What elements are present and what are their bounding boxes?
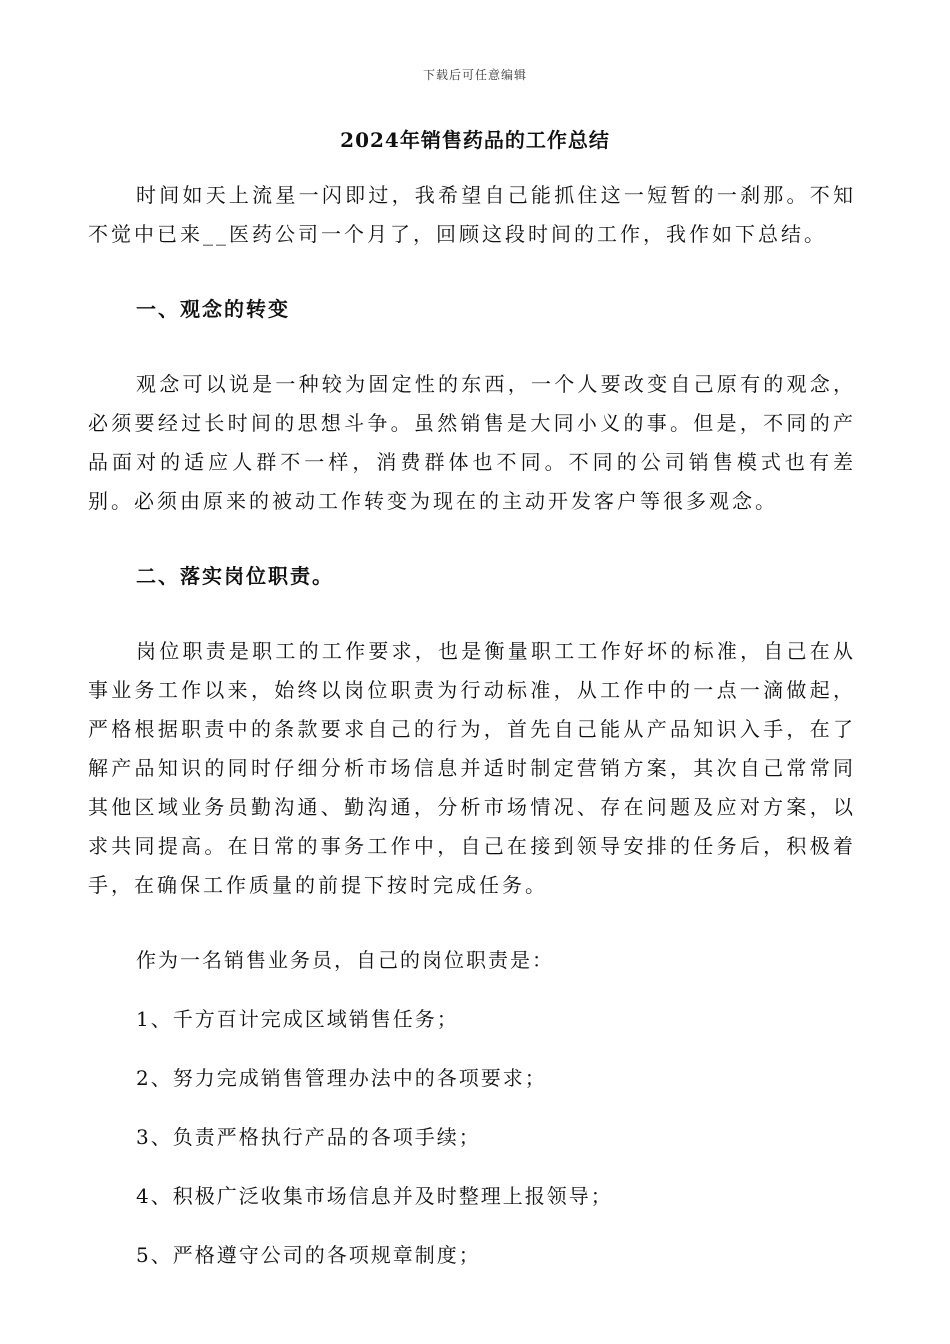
document-body <box>88 176 856 1275</box>
section-2-body: 岗位职责是职工的工作要求，也是衡量职工工作好坏的标准，自己在从事业务工作以来，始终以岗位职责为行动标准，从工作中的一点一滴做起，严格根据职责中的条款要求自己的行为，首先自己能从产品知识入手，在了解产品知识的同时仔细分析市场信息并适时制定营销方案，其次自己常常同其他区域业务员勤沟通、勤沟通，分析市场情况、存在问题及应对方案，以求共同提高。在日常的事务工作中，自己在接到领导安排的任务后，积极着手，在确保工作质量的前提下按时完成任务。 <box>88 639 856 897</box>
section-1-body: 观念可以说是一种较为固定性的东西，一个人要改变自己原有的观念，必须要经过长时间的思想斗争。虽然销售是大同小义的事。但是，不同的产品面对的适应人群不一样，消费群体也不同。不同的公司销售模式也有差别。必须由原来的被动工作转变为现在的主动开发客户等很多观念。 <box>88 372 856 513</box>
document-title: 2024年销售药品的工作总结 <box>340 128 610 152</box>
duty-item: 3、负责严格执行产品的各项手续； <box>136 1125 481 1149</box>
duties-intro: 作为一名销售业务员，自己的岗位职责是： <box>136 948 554 972</box>
duty-item: 1、千方百计完成区域销售任务； <box>136 1007 459 1031</box>
section-2-heading: 二、落实岗位职责。 <box>136 564 334 588</box>
intro-paragraph: 时间如天上流星一闪即过，我希望自己能抓住这一短暂的一刹那。不知不觉中已来__医药公司一个月了，回顾这段时间的工作，我作如下总结。 <box>88 183 856 246</box>
duty-item: 2、努力完成销售管理办法中的各项要求； <box>136 1066 547 1090</box>
duty-item: 5、严格遵守公司的各项规章制度； <box>136 1243 481 1267</box>
section-1-heading: 一、观念的转变 <box>136 297 290 321</box>
header-note: 下载后可任意编辑 <box>422 68 527 82</box>
duty-item: 4、积极广泛收集市场信息并及时整理上报领导； <box>136 1184 613 1208</box>
